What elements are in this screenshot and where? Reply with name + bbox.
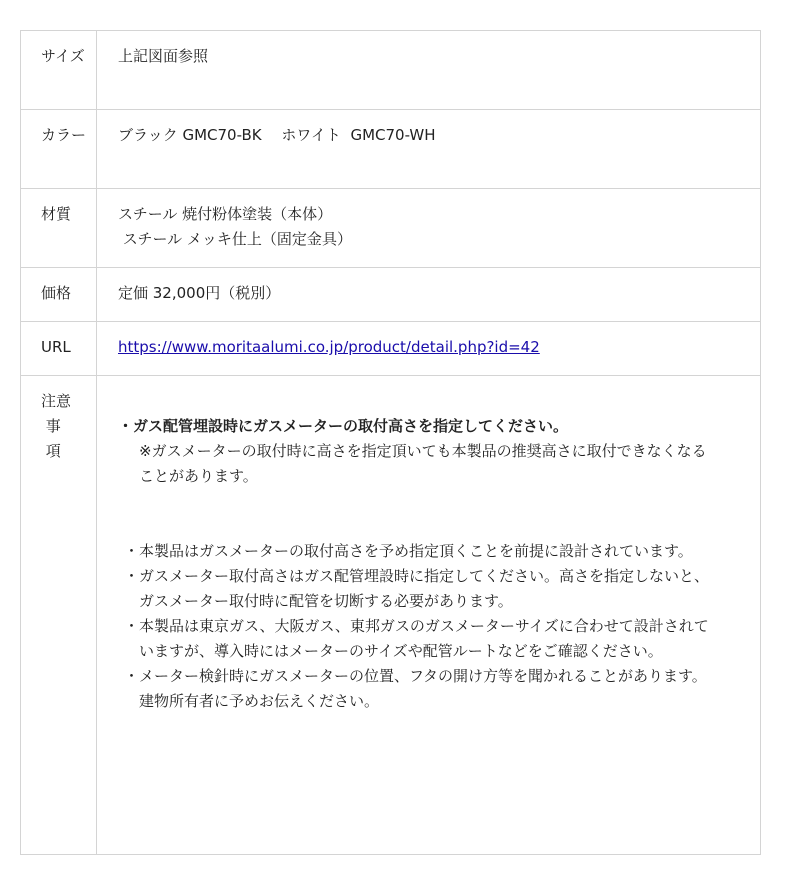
- url-value: [97, 322, 761, 376]
- size-value: 上記図面参照: [97, 31, 761, 110]
- spec-row-size: [21, 31, 761, 110]
- spec-row-url: [21, 322, 761, 376]
- color-value: [97, 110, 761, 189]
- notes-mid-spacer: [118, 489, 730, 539]
- price-label: 価格: [21, 268, 97, 322]
- color-value-text: ブラック GMC70-BK ホワイト GMC70-WH: [118, 126, 436, 144]
- notes-sub1-text: ※ガスメーターの取付時に高さを指定頂いても本製品の推奨高さに取付できなくなる: [139, 442, 707, 460]
- notes-sub1: [118, 439, 730, 464]
- notes-label: 注意 事 項: [21, 376, 97, 855]
- notes-p2b: ガスメーター取付時に配管を切断する必要があります。: [139, 592, 513, 610]
- notes-sub1b: ことがあります。: [139, 467, 258, 485]
- spec-row-notes: [21, 376, 761, 855]
- spec-row-price: [21, 268, 761, 322]
- spec-table: [20, 30, 761, 855]
- notes-p2: ・ガスメーター取付高さはガス配管埋設時に指定してください。高さを指定しないと、: [124, 567, 710, 585]
- material-label: 材質: [21, 189, 97, 268]
- notes-p3b: いますが、導入時にはメーターのサイズや配管ルートなどをご確認ください。: [139, 642, 663, 660]
- color-label: カラー: [21, 110, 97, 189]
- notes-p1: ・本製品はガスメーターの取付高さを予め指定頂くことを前提に設計されています。: [124, 542, 693, 560]
- material-line-body: スチール 焼付粉体塗装（本体）: [118, 205, 333, 223]
- spec-row-material: [21, 189, 761, 268]
- product-url-link[interactable]: https://www.moritaalumi.co.jp/product/detail.php?id=42: [118, 338, 540, 356]
- notes-p4b: 建物所有者に予めお伝えください。: [139, 692, 380, 710]
- material-line-fixture: スチール メッキ仕上（固定金具）: [118, 230, 352, 248]
- material-value: [97, 189, 761, 268]
- notes-value: [97, 376, 761, 855]
- notes-heading: ・ガス配管埋設時にガスメーターの取付高さを指定してください。: [118, 417, 569, 435]
- notes-top-spacer: [118, 389, 730, 414]
- spec-row-color: [21, 110, 761, 189]
- size-label: サイズ: [21, 31, 97, 110]
- notes-p4: ・メーター検針時にガスメーターの位置、フタの開け方等を聞かれることがあります。: [124, 667, 707, 685]
- notes-p3: ・本製品は東京ガス、大阪ガス、東邦ガスのガスメーターサイズに合わせて設計されて: [124, 617, 709, 635]
- url-label: URL: [21, 322, 97, 376]
- price-value: 定価 32,000円（税別）: [97, 268, 761, 322]
